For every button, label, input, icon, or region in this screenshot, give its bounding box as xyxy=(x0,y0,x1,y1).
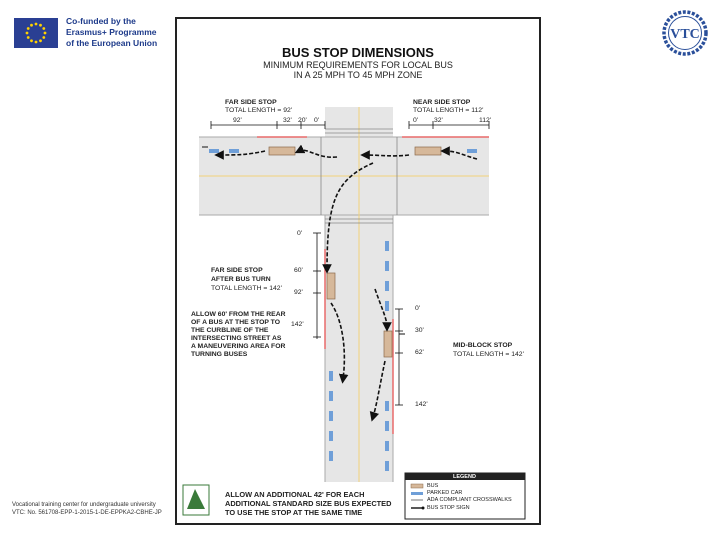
eu-line-1: Co-funded by the xyxy=(66,16,136,26)
after-turn-dim-92: 92' xyxy=(294,289,303,296)
near-side-length: TOTAL LENGTH = 112' xyxy=(413,107,484,114)
legend-bus-stop-sign: BUS STOP SIGN xyxy=(427,505,470,511)
eu-line-2: Erasmus+ Programme xyxy=(66,27,157,37)
vtc-logo xyxy=(658,10,712,61)
far-side-length: TOTAL LENGTH = 92' xyxy=(225,107,293,114)
diagram-title: BUS STOP DIMENSIONS xyxy=(282,45,434,60)
allow-note-3: THE CURBLINE OF THE xyxy=(191,327,269,334)
mid-block-dim-30: 30' xyxy=(415,327,424,334)
mid-block-title: MID-BLOCK STOP xyxy=(453,342,513,349)
allow-note-1: ALLOW 60' FROM THE REAR xyxy=(191,311,286,318)
eu-caption xyxy=(66,16,157,49)
far-side-dim-0: 0' xyxy=(314,117,320,124)
near-side-dim-0: 0' xyxy=(413,117,419,124)
eu-logo xyxy=(14,16,157,49)
bus-after-turn xyxy=(327,273,335,299)
allow-note-6: TURNING BUSES xyxy=(191,351,248,358)
after-turn-dim-60: 60' xyxy=(294,267,303,274)
allow-note-5: A MANEUVERING AREA FOR xyxy=(191,343,286,350)
agency-logo-icon xyxy=(183,485,209,515)
bus-near-side xyxy=(415,147,441,155)
bus-far-side xyxy=(269,147,295,155)
far-side-dim-20: 20' xyxy=(298,117,307,124)
footer-line-1: Vocational training center for undergraduate university xyxy=(12,502,156,508)
footer-line-2: VTC: No. 561708-EPP-1-2015-1-DE-EPPKA2-CBHE-JP xyxy=(12,510,162,516)
after-turn-title-1: FAR SIDE STOP xyxy=(211,267,263,274)
bottom-note-1: ALLOW AN ADDITIONAL 42' FOR EACH xyxy=(225,490,365,499)
allow-note-4: INTERSECTING STREET AS xyxy=(191,335,282,342)
eu-flag-icon xyxy=(14,18,58,48)
near-side-dim-112: 112' xyxy=(479,117,492,124)
legend-parked-car: PARKED CAR xyxy=(427,490,463,496)
legend-crosswalks: ADA COMPLIANT CROSSWALKS xyxy=(427,497,512,503)
near-side-dim-32: 32' xyxy=(434,117,443,124)
bus-mid-block xyxy=(384,331,392,357)
legend-title: LEGEND xyxy=(453,474,476,480)
allow-note-2: OF A BUS AT THE STOP TO xyxy=(191,319,280,326)
bottom-note-2: ADDITIONAL STANDARD SIZE BUS EXPECTED xyxy=(225,499,392,508)
diagram-subtitle-1: MINIMUM REQUIREMENTS FOR LOCAL BUS xyxy=(263,60,453,70)
far-side-title: FAR SIDE STOP xyxy=(225,99,277,106)
far-side-dim-32: 32' xyxy=(283,117,292,124)
far-side-dim-92: 92' xyxy=(233,117,242,124)
legend-bus: BUS xyxy=(427,483,439,489)
after-turn-dim-142: 142' xyxy=(291,321,304,328)
eu-line-3: of the European Union xyxy=(66,38,158,48)
near-side-title: NEAR SIDE STOP xyxy=(413,99,471,106)
mid-block-dim-142: 142' xyxy=(415,401,428,408)
mid-block-dim-62: 62' xyxy=(415,349,424,356)
after-turn-title-2: AFTER BUS TURN xyxy=(211,276,271,283)
footer xyxy=(12,501,162,517)
mid-block-length: TOTAL LENGTH = 142' xyxy=(453,351,524,358)
diagram-subtitle-2: IN A 25 MPH TO 45 MPH ZONE xyxy=(293,70,423,80)
bottom-note-3: TO USE THE STOP AT THE SAME TIME xyxy=(225,508,363,517)
mid-block-dim-0: 0' xyxy=(415,305,421,312)
after-turn-length: TOTAL LENGTH = 142' xyxy=(211,285,282,292)
bus-stop-diagram xyxy=(175,17,541,525)
after-turn-dim-0: 0' xyxy=(297,230,303,237)
vtc-logo-text: VTC xyxy=(670,27,700,42)
